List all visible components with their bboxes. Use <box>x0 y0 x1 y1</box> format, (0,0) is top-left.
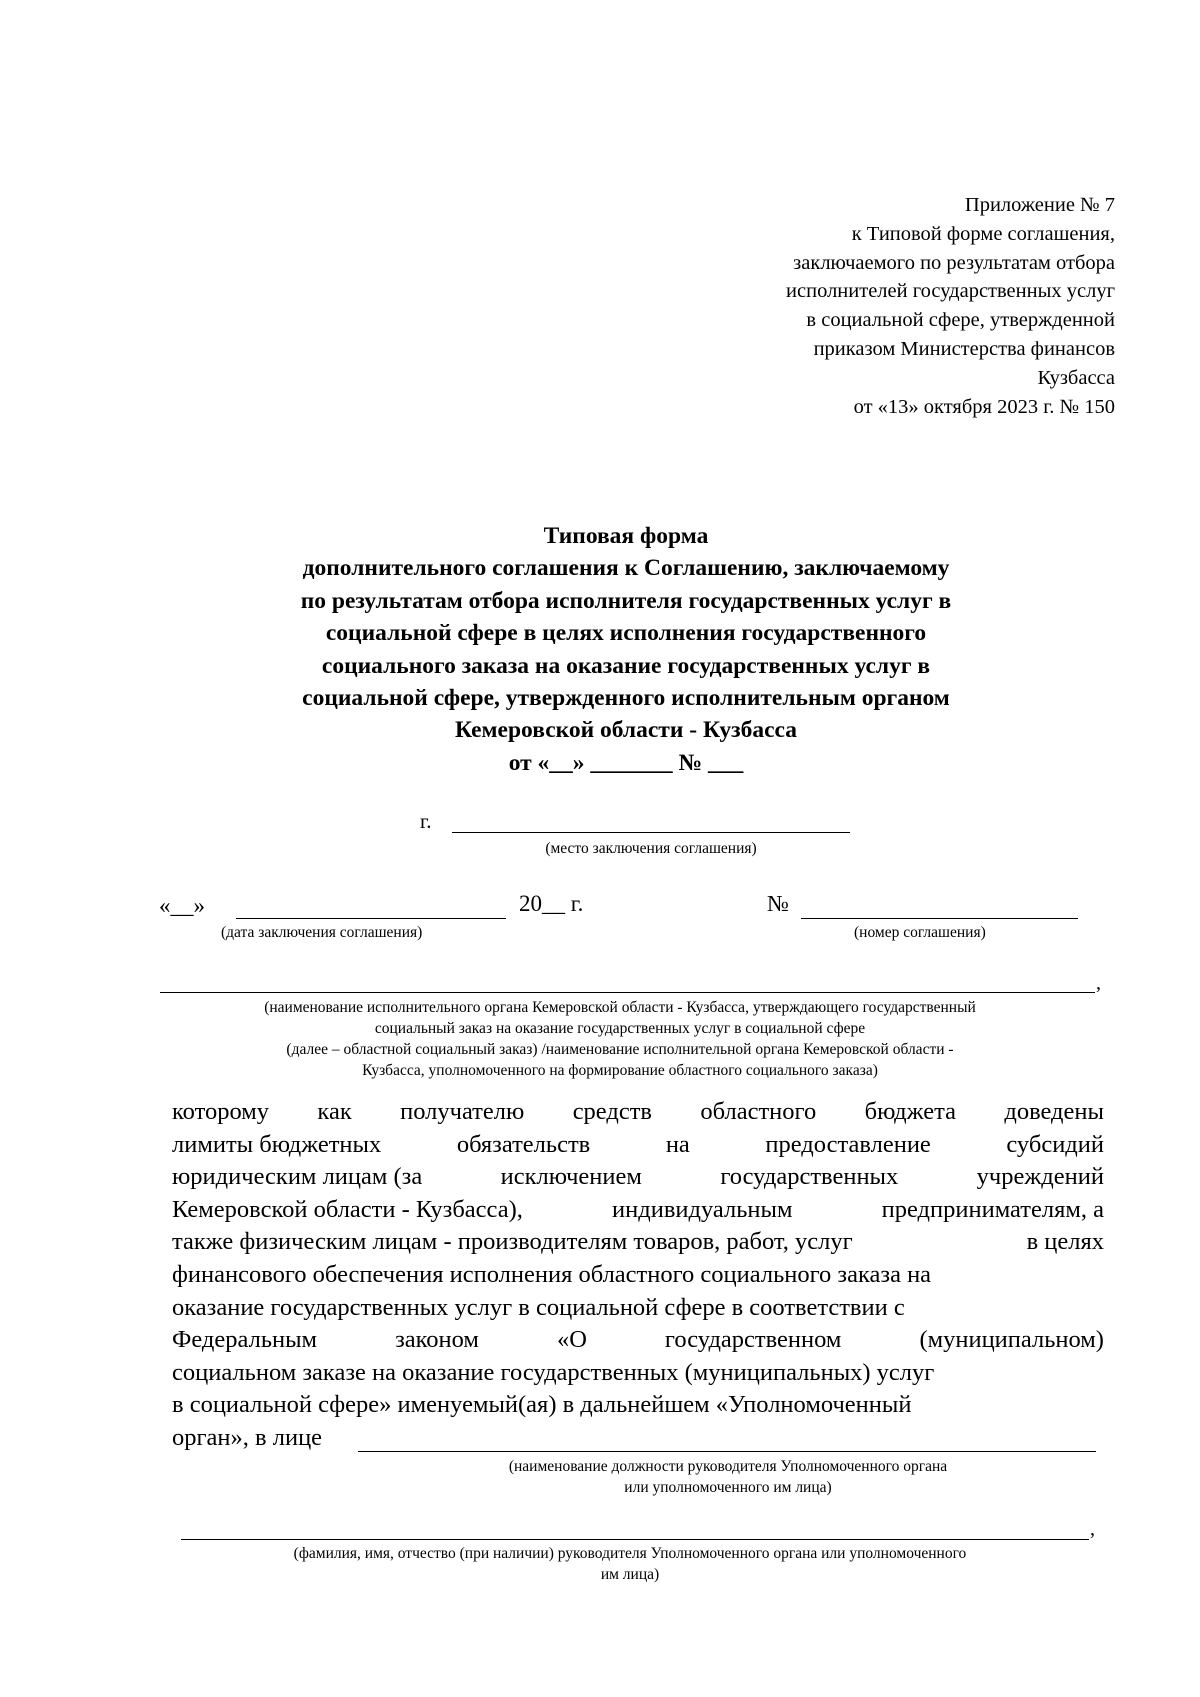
head-position-caption <box>358 1456 1098 1498</box>
title-line: по результатам отбора исполнителя государственных услуг в <box>300 587 952 614</box>
head-caption-line: или уполномоченного им лица) <box>624 1479 832 1496</box>
title-line: социальной сфере в целях исполнения государственного <box>325 620 927 647</box>
title-line: Типовая форма <box>543 523 709 549</box>
place-caption: (место заключения соглашения) <box>545 840 757 857</box>
body-word: исключением <box>500 1163 642 1191</box>
body-word: в целях <box>1026 1228 1104 1256</box>
body-word: Федеральным <box>172 1326 318 1354</box>
appendix-line: в социальной сфере, утвержденной <box>806 309 1115 332</box>
body-word: областного <box>700 1098 817 1125</box>
body-word: предоставление <box>765 1130 931 1158</box>
authority-caption-line: (наименование исполнительного органа Кемеровской области - Кузбасса, утверждающего государственный <box>264 999 976 1016</box>
body-word: на <box>665 1130 690 1158</box>
body-word: также физическим лицам - производителям товаров, работ, услуг <box>172 1228 853 1256</box>
title-line: Кемеровской области - Кузбасса <box>454 717 798 744</box>
appendix-line: от «13» октября 2023 г. № 150 <box>853 395 1115 418</box>
body-line <box>172 1161 1104 1194</box>
place-field[interactable] <box>452 832 850 833</box>
body-line <box>172 1096 1104 1129</box>
body-word: орган», в лице <box>172 1423 323 1451</box>
date-month-field[interactable] <box>236 918 506 919</box>
appendix-line: Приложение № 7 <box>964 194 1115 216</box>
body-word: финансового обеспечения исполнения областного социального заказа на <box>172 1260 932 1288</box>
appendix-line: приказом Министерства финансов <box>813 337 1115 360</box>
fio-caption <box>150 1543 1110 1585</box>
body-word: учреждений <box>976 1163 1104 1191</box>
fio-comma: , <box>1090 1518 1095 1540</box>
title-line: социальной сфере, утвержденного исполнительным органом <box>302 685 950 712</box>
title-line: дополнительного соглашения к Соглашению, заключаемому <box>302 555 950 582</box>
body-word: в социальной сфере» именуемый(ая) в дальнейшем «Уполномоченный <box>172 1391 912 1419</box>
body-word: субсидий <box>1006 1130 1104 1158</box>
place-prefix: г. <box>420 809 432 833</box>
fio-caption-line: им лица) <box>600 1566 660 1583</box>
date-caption: (дата заключения соглашения) <box>221 924 423 941</box>
authority-caption-line: социальный заказ на оказание государственных услуг в социальной сфере <box>374 1020 866 1037</box>
body-word: Кемеровской области - Кузбасса), <box>172 1195 523 1223</box>
body-word: обязательств <box>456 1130 591 1158</box>
date-day-field[interactable]: «__» <box>159 893 205 918</box>
head-fio-field[interactable] <box>181 1539 1089 1540</box>
body-line <box>172 1422 1104 1455</box>
document-title <box>220 520 1032 779</box>
body-word: государственном <box>664 1326 842 1354</box>
authority-caption <box>130 997 1110 1081</box>
body-word: индивидуальным <box>612 1195 793 1223</box>
body-word: «О <box>556 1326 587 1354</box>
authority-name-field[interactable] <box>160 992 1095 993</box>
body-line <box>172 1324 1104 1357</box>
body-line <box>172 1259 1104 1292</box>
body-word: законом <box>395 1326 479 1354</box>
body-word: оказание государственных услуг в социальной сфере в соответствии с <box>172 1293 905 1321</box>
body-word: лимиты бюджетных <box>172 1130 382 1158</box>
body-word: средств <box>572 1098 652 1125</box>
authority-comma: , <box>1096 972 1101 994</box>
authority-caption-line: Кузбасса, уполномоченного на формирование областного социального заказа) <box>362 1062 878 1079</box>
number-sign: № <box>767 891 789 916</box>
date-year-field[interactable]: 20__ г. <box>519 891 584 916</box>
body-line <box>172 1194 1104 1227</box>
body-word: предпринимателям, а <box>881 1195 1104 1223</box>
body-word: бюджета <box>864 1098 956 1125</box>
head-position-field[interactable] <box>358 1451 1096 1452</box>
authority-caption-line: (далее – областной социальный заказ) /наименование исполнительной органа Кемеровской области - <box>286 1041 954 1058</box>
body-line <box>172 1292 1104 1325</box>
title-line: социального заказа на оказание государственных услуг в <box>321 652 931 679</box>
fio-caption-line: (фамилия, имя, отчество (при наличии) руководителя Уполномоченного органа или уполномоченного <box>293 1545 967 1562</box>
appendix-line: заключаемого по результатам отбора <box>793 251 1115 274</box>
head-caption-line: (наименование должности руководителя Уполномоченного органа <box>508 1458 948 1475</box>
number-caption: (номер соглашения) <box>854 924 986 941</box>
body-line <box>172 1129 1104 1162</box>
appendix-line: Кузбасса <box>1037 366 1115 389</box>
body-line <box>172 1226 1104 1259</box>
title-line: от «__» _______ № ___ <box>508 749 744 776</box>
body-word: доведены <box>1004 1098 1104 1125</box>
appendix-line: к Типовой форме соглашения, <box>851 222 1115 245</box>
body-word: (муниципальном) <box>919 1326 1104 1354</box>
body-word: юридическим лицам (за <box>172 1163 423 1191</box>
body-line <box>172 1357 1104 1390</box>
appendix-reference <box>595 191 1115 421</box>
body-word: получателю <box>400 1098 525 1125</box>
body-word: как <box>317 1098 352 1125</box>
body-word: государственных <box>720 1163 899 1191</box>
appendix-line: исполнителей государственных услуг <box>786 280 1115 303</box>
body-line <box>172 1389 1104 1422</box>
body-word: которому <box>172 1098 270 1125</box>
number-field[interactable] <box>801 918 1078 919</box>
body-paragraph <box>172 1096 1104 1455</box>
body-word: социальном заказе на оказание государственных (муниципальных) услуг <box>172 1358 935 1386</box>
